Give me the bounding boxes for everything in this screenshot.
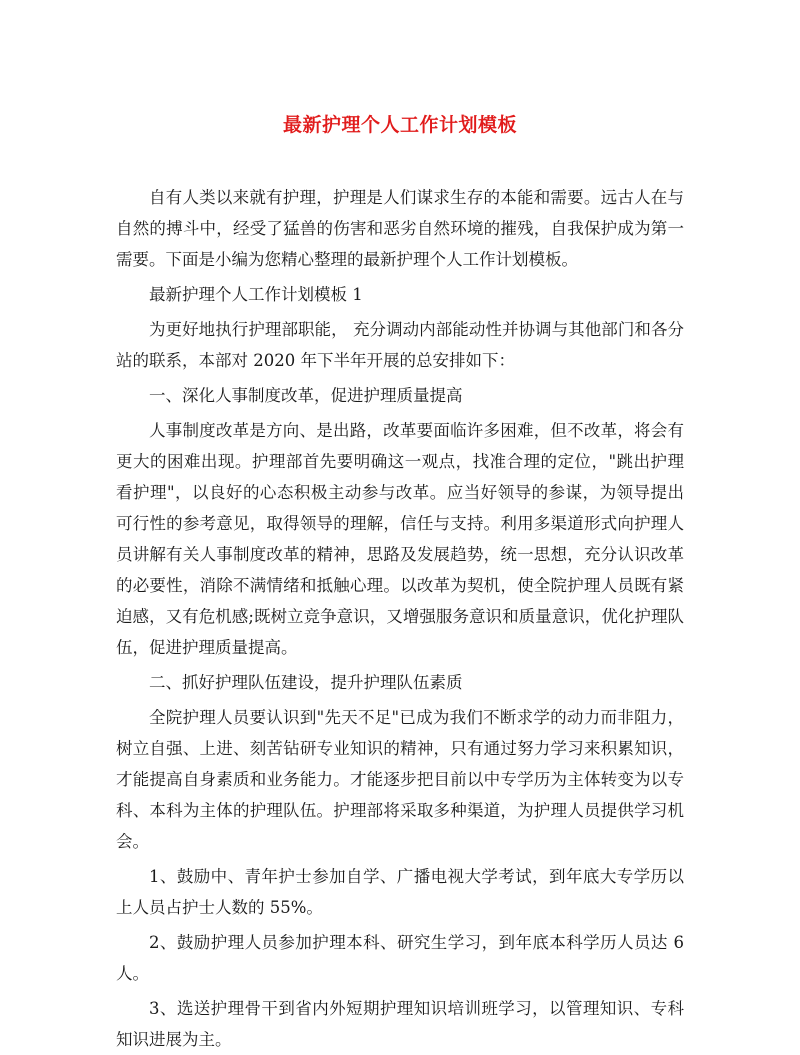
document-body: [116, 182, 684, 1055]
list-item-1: 1、鼓励中、青年护士参加自学、广播电视大学考试，到年底大专学历以上人员占护士人数的 55%。: [116, 867, 684, 917]
template-heading: 最新护理个人工作计划模板 1: [149, 285, 363, 304]
section-heading-1: 一、深化人事制度改革，促进护理质量提高: [149, 386, 463, 405]
overview-paragraph: 为更好地执行护理部职能， 充分调动内部能动性并协调与其他部门和各分站的联系，本部对 2020 年下半年开展的总安排如下：: [116, 320, 684, 370]
section-2-paragraph: 全院护理人员要认识到"先天不足"已成为我们不断求学的动力而非阻力，树立自强、上进、刻苦钻研专业知识的精神，只有通过努力学习来积累知识，才能提高自身素质和业务能力。才能逐步把目前以中专学历为主体转变为以专科、本科为主体的护理队伍。护理部将采取多种渠道，为护理人员提供学习机会。: [116, 708, 684, 851]
section-heading-2: 二、抓好护理队伍建设，提升护理队伍素质: [149, 673, 463, 692]
document-title: 最新护理个人工作计划模板: [282, 114, 517, 136]
intro-paragraph: 自有人类以来就有护理，护理是人们谋求生存的本能和需要。远古人在与自然的搏斗中，经受了猛兽的伤害和恶劣自然环境的摧残，自我保护成为第一需要。下面是小编为您精心整理的最新护理个人工作计划模板。: [116, 188, 684, 269]
list-item-3: 3、选送护理骨干到省内外短期护理知识培训班学习，以管理知识、专科知识进展为主。: [116, 999, 684, 1049]
list-item-2: 2、鼓励护理人员参加护理本科、研究生学习，到年底本科学历人员达 6 人。: [116, 933, 684, 983]
section-1-paragraph: 人事制度改革是方向、是出路，改革要面临许多困难，但不改革，将会有更大的困难出现。护理部首先要明确这一观点，找准合理的定位，"跳出护理看护理"，以良好的心态积极主动参与改革。应当好领导的参谋，为领导提出可行性的参考意见，取得领导的理解，信任与支持。利用多渠道形式向护理人员讲解有关人事制度改革的精神，思路及发展趋势，统一思想，充分认识改革的必要性，消除不满情绪和抵触心理。以改革为契机，使全院护理人员既有紧迫感，又有危机感;既树立竞争意识，又增强服务意识和质量意识，优化护理队伍，促进护理质量提高。: [116, 421, 684, 657]
